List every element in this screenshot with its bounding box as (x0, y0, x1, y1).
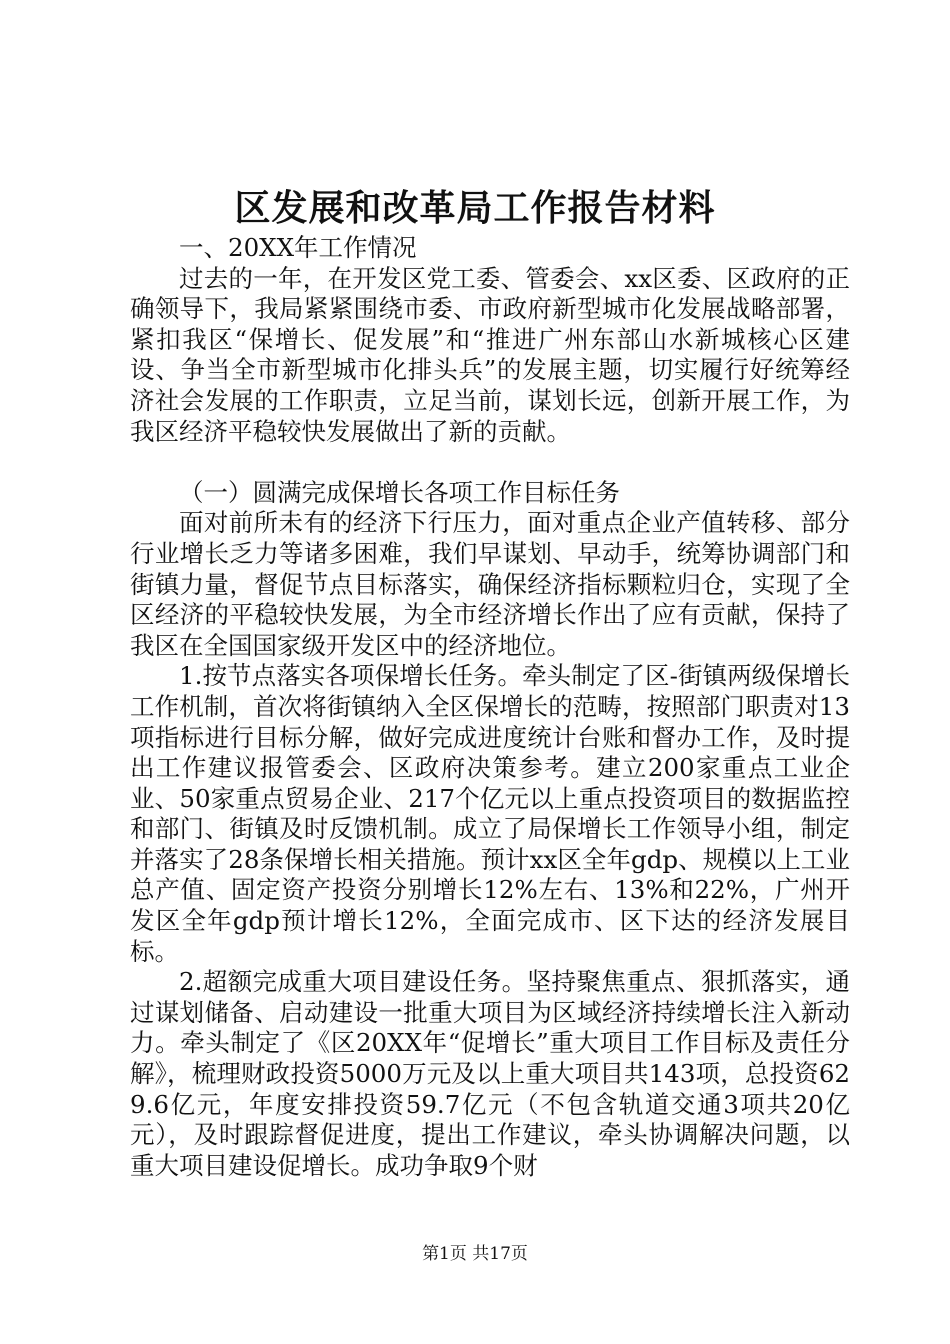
section-heading-2: （一）圆满完成保增长各项工作目标任务 (179, 477, 620, 507)
paragraph-2: 面对前所未有的经济下行压力，面对重点企业产值转移、部分行业增长乏力等诸多困难，我们早谋划、早动手，统筹协调部门和街镇力量，督促节点目标落实，确保经济指标颗粒归仓，实现了全区经济的平稳较快发展，为全市经济增长作出了应有贡献，保持了我区在全国国家级开发区中的经济地位。 (130, 508, 850, 660)
section-heading-1: 一、20XX年工作情况 (179, 233, 417, 262)
page-footer: 第1页 共17页 (422, 1244, 528, 1264)
document-body (130, 233, 850, 1181)
paragraph-4: 2.超额完成重大项目建设任务。坚持聚焦重点、狠抓落实，通过谋划储备、启动建设一批重大项目为区域经济持续增长注入新动力。牵头制定了《区20XX年“促增长”重大项目工作目标及责任分解》，梳理财政投资5000万元及以上重大项目共143项，总投资629.6亿元，年度安排投资59.7亿元（不包含轨道交通3项共20亿元），及时跟踪督促进度，提出工作建议，牵头协调解决问题，以重大项目建设促增长。成功争取9个财 (130, 967, 850, 1180)
paragraph-3: 1.按节点落实各项保增长任务。牵头制定了区-街镇两级保增长工作机制，首次将街镇纳入全区保增长的范畴，按照部门职责对13项指标进行目标分解，做好完成进度统计台账和督办工作，及时提出工作建议报管委会、区政府决策参考。建立200家重点工业企业、50家重点贸易企业、217个亿元以上重点投资项目的数据监控和部门、街镇及时反馈机制。成立了局保增长工作领导小组，制定并落实了28条保增长相关措施。预计xx区全年gdp、规模以上工业总产值、固定资产投资分别增长12%左右、13%和22%，广州开发区全年gdp预计增长12%，全面完成市、区下达的经济发展目标。 (130, 661, 850, 966)
document-title: 区发展和改革局工作报告材料 (234, 187, 716, 229)
paragraph-1: 过去的一年，在开发区党工委、管委会、xx区委、区政府的正确领导下，我局紧紧围绕市委、市政府新型城市化发展战略部署，紧扣我区“保增长、促发展”和“推进广州东部山水新城核心区建设、争当全市新型城市化排头兵”的发展主题，切实履行好统筹经济社会发展的工作职责，立足当前，谋划长远，创新开展工作，为我区经济平稳较快发展做出了新的贡献。 (130, 263, 850, 446)
blank-line (130, 447, 850, 478)
